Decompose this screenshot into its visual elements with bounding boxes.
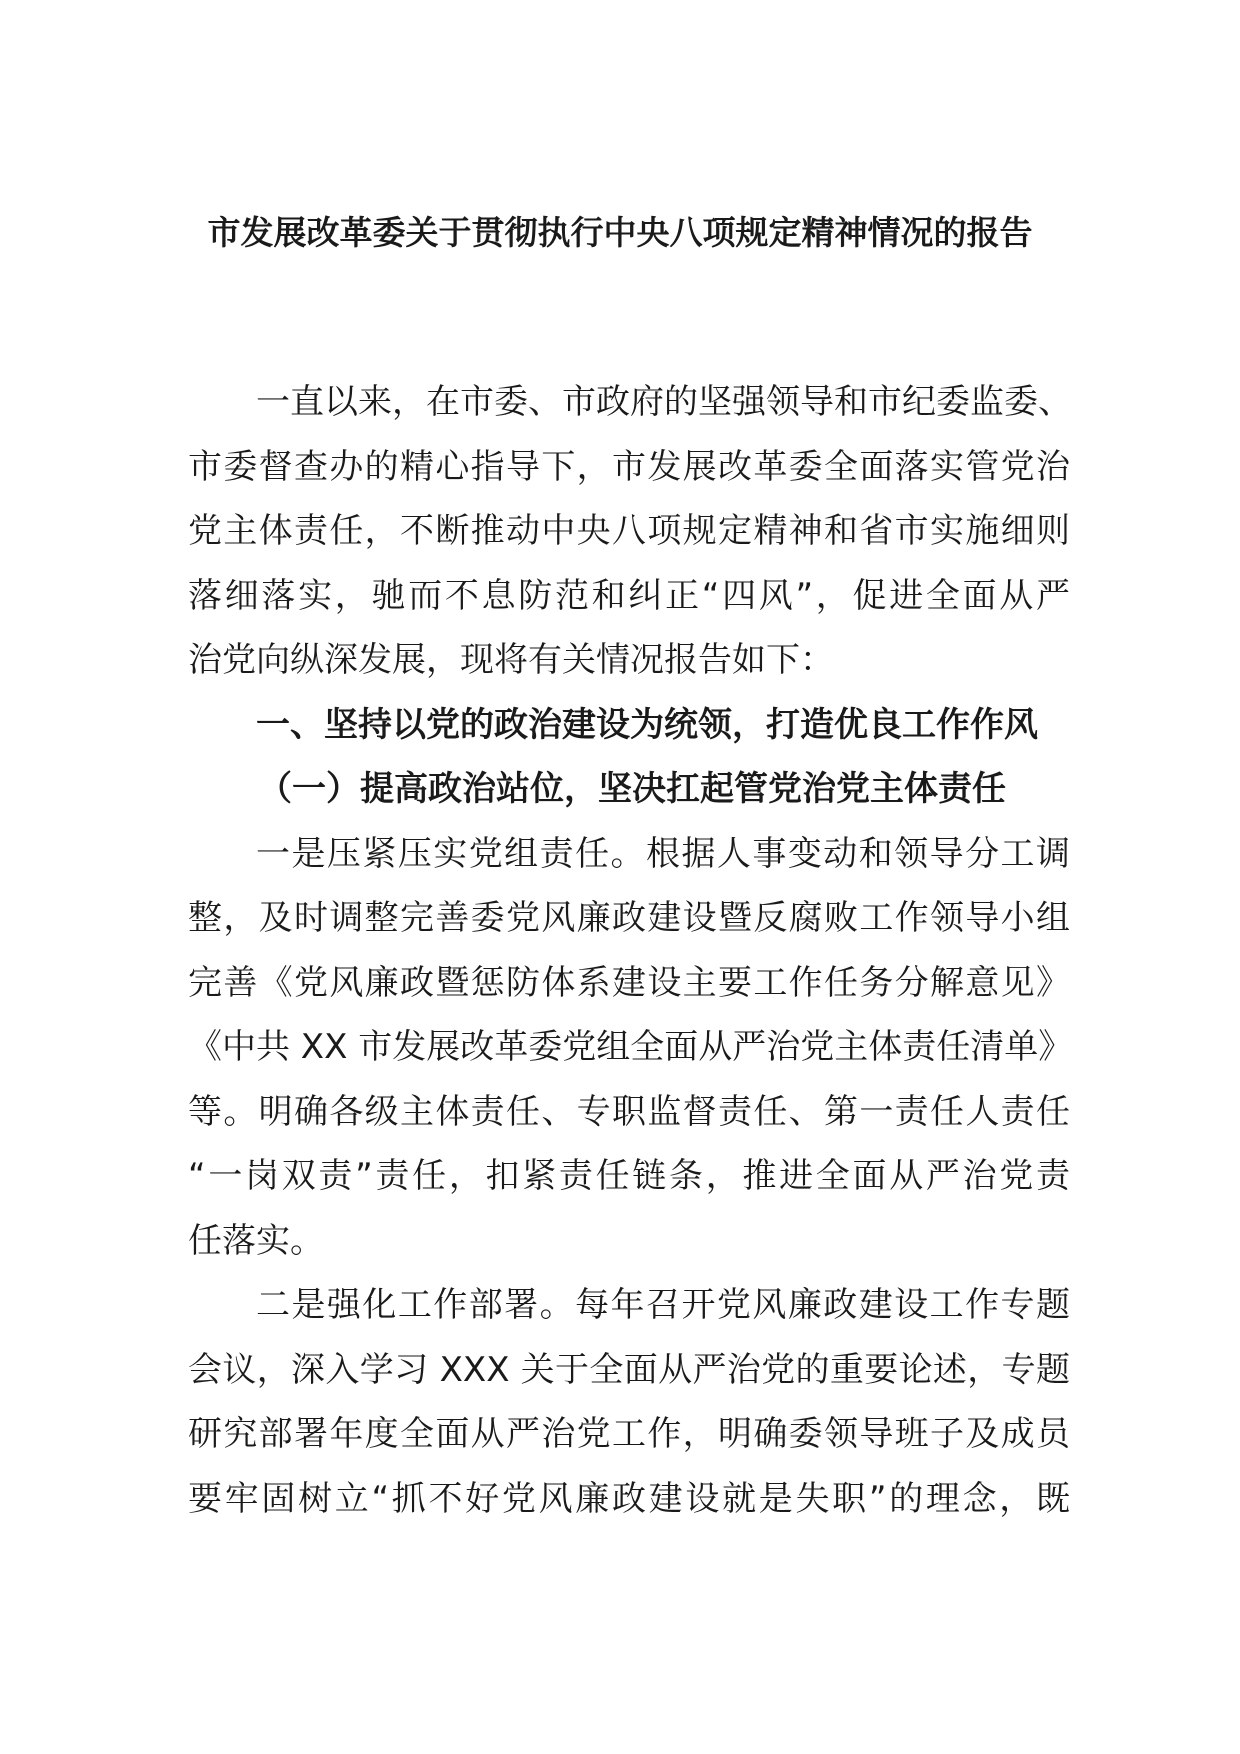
paragraph-line: 党主体责任，不断推动中央八项规定精神和省市实施细则 <box>188 511 1070 551</box>
document-title: 市发展改革委关于贯彻执行中央八项规定精神情况的报告 <box>207 213 1033 252</box>
section-heading: 一、坚持以党的政治建设为统领，打造优良工作作风 <box>256 704 1038 745</box>
subsection-heading: （一）提高政治站位，坚决扛起管党治党主体责任 <box>258 769 1006 809</box>
document-body <box>188 370 1073 1531</box>
paragraph-line: 要牢固树立“抓不好党风廉政建设就是失职”的理念，既 <box>188 1478 1070 1519</box>
paragraph-line: 等。明确各级主体责任、专职监督责任、第一责任人责任 <box>188 1091 1070 1132</box>
paragraph-line: “一岗双责”责任，扣紧责任链条，推进全面从严治党责 <box>188 1156 1070 1196</box>
paragraph-line: 落细落实，驰而不息防范和纠正“四风”，促进全面从严 <box>188 575 1070 616</box>
paragraph-line: 二是强化工作部署。每年召开党风廉政建设工作专题 <box>256 1285 1070 1325</box>
paragraph-line: 治党向纵深发展，现将有关情况报告如下： <box>188 640 834 680</box>
paragraph-line: 完善《党风廉政暨惩防体系建设主要工作任务分解意见》 <box>188 962 1070 1003</box>
paragraph-line: 《中共 XX 市发展改革委党组全面从严治党主体责任清单》 <box>188 1027 1073 1067</box>
paragraph-line: 研究部署年度全面从严治党工作，明确委领导班子及成员 <box>188 1414 1070 1454</box>
paragraph-line: 市委督查办的精心指导下，市发展改革委全面落实管党治 <box>188 446 1070 487</box>
paragraph-line: 整，及时调整完善委党风廉政建设暨反腐败工作领导小组 <box>188 898 1070 938</box>
paragraph-line: 一直以来，在市委、市政府的坚强领导和市纪委监委、 <box>256 382 1072 422</box>
paragraph-line: 会议，深入学习 XXX 关于全面从严治党的重要论述，专题 <box>188 1349 1070 1390</box>
paragraph-line: 一是压紧压实党组责任。根据人事变动和领导分工调 <box>256 833 1070 874</box>
paragraph-line: 任落实。 <box>188 1220 324 1261</box>
